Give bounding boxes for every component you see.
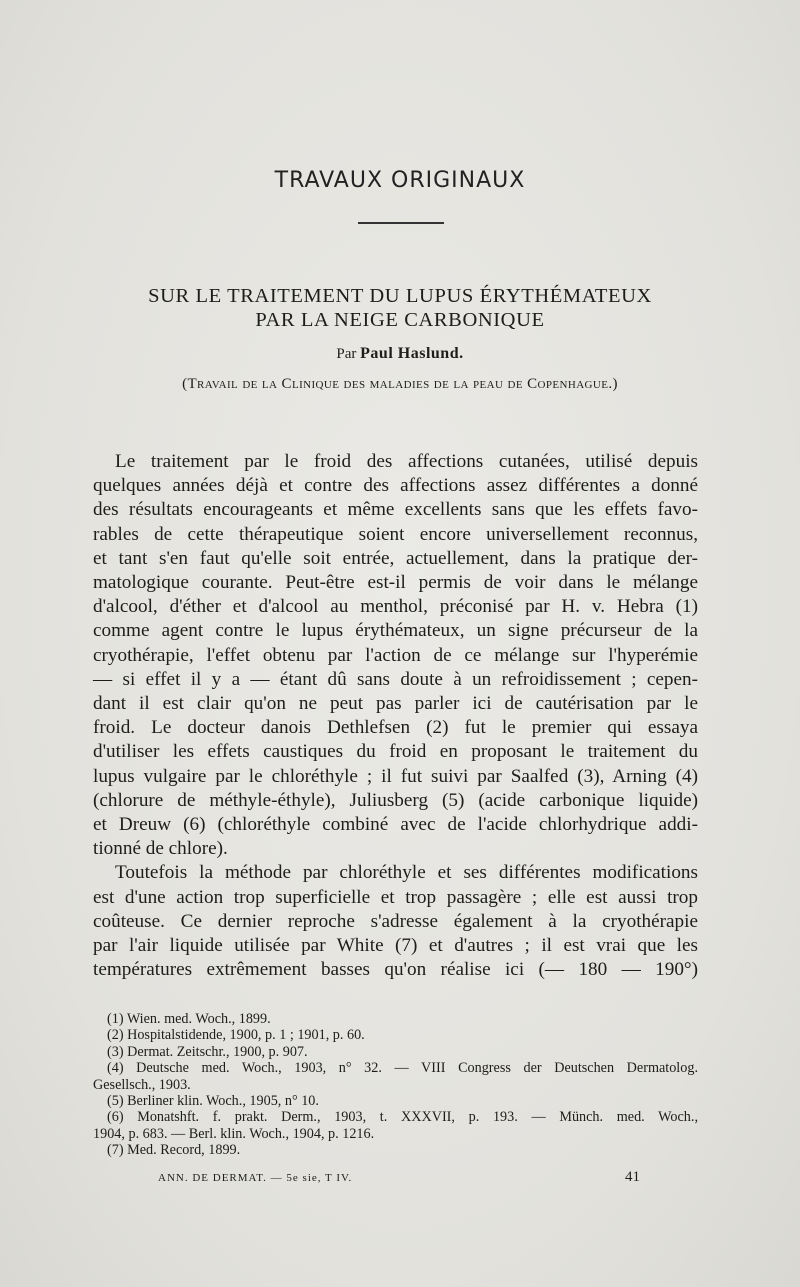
body-line: d'alcool, d'éther et d'alcool au menthol, préconisé par H. v. Hebra (1) (93, 596, 698, 618)
body-line: rables de cette thérapeutique soient encore universellement reconnus, (93, 523, 698, 545)
byline (0, 345, 800, 363)
running-head: ANN. DE DERMAT. — 5e sie, T IV. (158, 1172, 353, 1184)
body-line: coûteuse. Ce dernier reproche s'adresse également à la cryothérapie (93, 910, 698, 932)
title-rule (358, 222, 444, 224)
article-title-line-2: PAR LA NEIGE CARBONIQUE (255, 309, 545, 331)
body-line: comme agent contre le lupus érythémateux, un signe précurseur de la (93, 620, 698, 642)
body-line: et Dreuw (6) (chloréthyle combiné avec de l'acide chlorhydrique addi- (93, 814, 698, 836)
body-line: quelques années déjà et contre des affections assez différentes a donné (93, 475, 698, 497)
body-line: des résultats encourageants et même excellents sans que les effets favo- (93, 499, 698, 521)
institution-text: (Travail de la Clinique des maladies de la peau de Copenhague.) (182, 376, 618, 392)
footnote: (1) Wien. med. Woch., 1899. (107, 1011, 271, 1027)
footnote-continuation: Gesellsch., 1903. (93, 1076, 191, 1093)
footnote: (4) Deutsche med. Woch., 1903, n° 32. — VIII Congress der Deutschen Dermatolog. (107, 1060, 698, 1077)
body-line: dant il est clair qu'on ne peut pas parler ici de cautérisation par le (93, 693, 698, 715)
body-line: froid. Le docteur danois Dethlefsen (2) fut le premier qui essaya (93, 717, 698, 739)
footnote-continuation: 1904, p. 683. — Berl. klin. Woch., 1904, p. 1216. (93, 1125, 375, 1142)
body-line: par l'air liquide utilisée par White (7) et d'autres ; il est vrai que les (93, 935, 698, 957)
body-line: (chlorure de méthyle-éthyle), Juliusberg (5) (acide carbonique liquide) (93, 789, 698, 811)
footnotes (93, 1011, 698, 1159)
article-title (0, 284, 800, 332)
footnote: (3) Dermat. Zeitschr., 1900, p. 907. (107, 1043, 308, 1060)
article-title-line-1: SUR LE TRAITEMENT DU LUPUS ÉRYTHÉMATEUX (148, 285, 652, 307)
footnote: (2) Hospitalstidende, 1900, p. 1 ; 1901, p. 60. (107, 1027, 365, 1044)
footnote: (6) Monatshft. f. prakt. Derm., 1903, t. XXXVII, p. 193. — Münch. med. Woch., (107, 1109, 698, 1126)
body-line: Le traitement par le froid des affections cutanées, utilisé depuis (115, 451, 698, 472)
page-number: 41 (625, 1169, 640, 1185)
author-name: Paul Haslund. (360, 345, 464, 362)
body-line: Toutefois la méthode par chloréthyle et ses différentes modifications (115, 862, 698, 884)
body-line: lupus vulgaire par le chloréthyle ; il fut suivi par Saalfed (3), Arning (4) (93, 765, 698, 787)
section-title: TRAVAUX ORIGINAUX (274, 168, 526, 193)
body-line: et tant s'en faut qu'elle soit entrée, actuellement, dans la pratique der- (93, 547, 698, 569)
body-line: cryothérapie, l'effet obtenu par l'action de ce mélange sur l'hyperémie (93, 644, 698, 666)
byline-prefix: Par (336, 346, 357, 362)
body-line: matologique courante. Peut-être est-il permis de voir dans le mélange (93, 572, 698, 594)
body-line: tionné de chlore). (93, 838, 228, 860)
body-line: est d'une action trop superficielle et trop passagère ; elle est aussi trop (93, 886, 698, 908)
article-body (93, 450, 698, 982)
body-line: — si effet il y a — étant dû sans doute à un refroidissement ; cepen- (93, 668, 698, 690)
footnote: (7) Med. Record, 1899. (107, 1142, 241, 1159)
institution-note (0, 376, 800, 393)
body-line: d'utiliser les effets caustiques du froid en proposant le traitement du (93, 741, 698, 763)
body-line: températures extrêmement basses qu'on réalise ici (— 180 — 190°) (93, 959, 698, 981)
footnote: (5) Berliner klin. Woch., 1905, n° 10. (107, 1093, 319, 1110)
